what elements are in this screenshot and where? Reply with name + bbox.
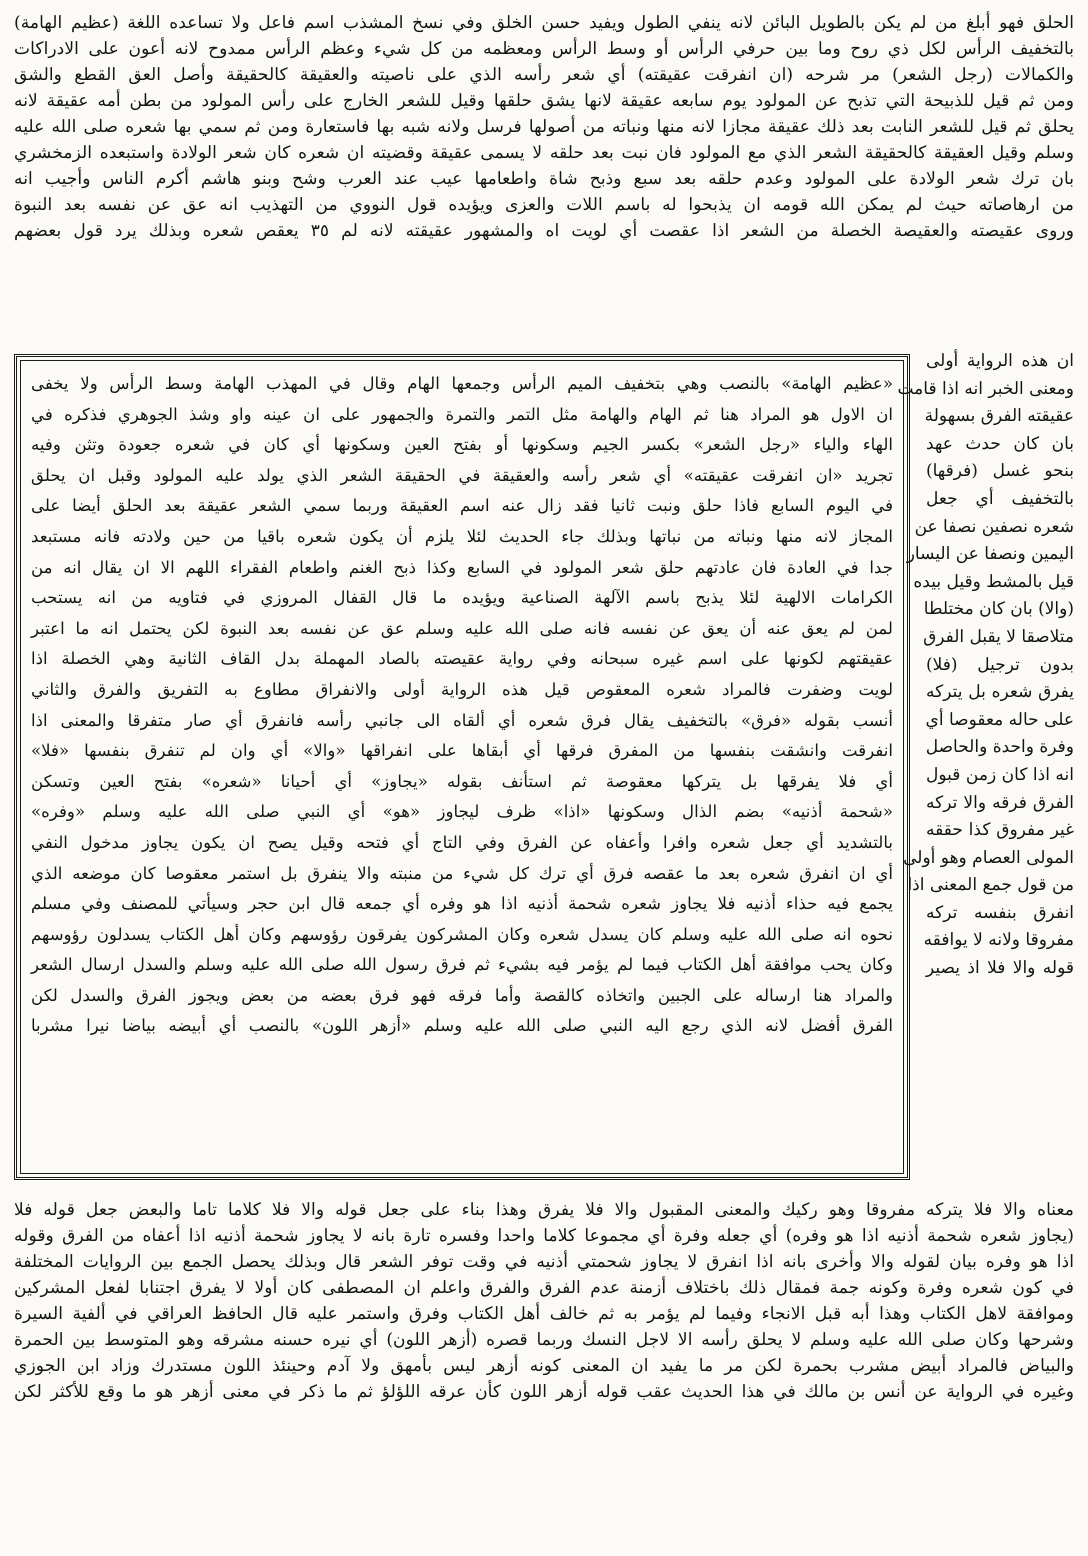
- text-line: الحلق فهو أبلغ من لم يكن بالطويل البائن لانه ينفي الطول ويفيد حسن الخلق وفي نسخ المشذب اسم فاعل ولا تساعده اللغة (عظيم الهامة): [14, 13, 1074, 33]
- framed-line: أي ان انفرق شعره بعد ما عقصه فرق أي ترك كل شيء من منبته والا ينفرق بل استمر معقوصا كان موضعه الذي: [31, 863, 893, 883]
- text-line: (يجاوز شعره شحمة أذنيه اذا هو وفره) أي جعله وفرة أي مجموعا كلاما واحدا وفسره تارة بانه لا يجاوز شحمة أذنيه اذا أعفاه من الفرق وقوله: [14, 1226, 1074, 1246]
- framed-line: لويت وضفرت فالمراد شعره المعقوص قيل هذه الرواية أولى والانفراق مطاوع به التفريق والفرق والثاني: [31, 679, 893, 699]
- framed-line: المجاز لانه منها ونباته من نباتها وبذلك جاء الحديث لئلا يلزم أن يكون شعره باقيا من حين ولادته فانه مستبعد: [31, 526, 893, 546]
- margin-line: بنحو غسل (فرقها): [926, 461, 1074, 482]
- framed-line: في اليوم السابع فاذا حلق ونبت ثانيا فقد زال عنه اسم العقيقة وربما سمي الشعر عقيقة بعد الحلق أيضا على: [31, 496, 893, 516]
- margin-line: قوله والا فلا اذ يصير: [926, 958, 1074, 979]
- framed-line: يجمع فيه حذاء أذنيه فلا يجاوز شعره شحمة أذنيه اذا هو وفره أي جمعه قال ابن حجر وسيأتي للمصنف وفي مسلم: [31, 894, 893, 914]
- margin-line: وفرة واحدة والحاصل: [925, 737, 1074, 758]
- text-line: بالتخفيف الرأس لكل ذي روح وما بين حرفي الرأس أو وسط الرأس ومعظمه من كل شيء وعظم الرأس ممدوح لانه أعون على الادراكات: [14, 39, 1074, 59]
- margin-line: شعره نصفين نصفا عن: [914, 516, 1074, 537]
- margin-line: الفرق فرقه والا تركه: [926, 792, 1074, 813]
- framed-line: أي فلا يفرقها بل يتركها معقوصة ثم استأنف بقوله «يجاوز» أي أحيانا «شعره» بفتح العين وتسكن: [31, 771, 893, 791]
- framed-line: عقيقتهم لكونها على اسم غيره سبحانه وفي رواية عقيصته بالصاد المهملة بدل القاف الثانية وهي الخصلة اذا: [31, 649, 893, 669]
- margin-line: عقيقته الفرق بسهولة: [924, 406, 1074, 427]
- text-line: وسلم وقيل العقيقة كالحقيقة الشعر الذي مع المولود فان نبت بعد حلقه لا يسمى عقيقة وقضيته ان شعره كان شعر الولادة واستبعده الزمخشري: [14, 143, 1074, 163]
- margin-line: ان هذه الرواية أولى: [926, 351, 1074, 371]
- text-line: من ارهاصاته حيث لم يمكن الله قومه ان يذبحوا له باسم اللات والعزى ويؤيده قول النووي من التهذيب انه عق عن نفسه بعد النبوة: [14, 195, 1074, 215]
- framed-line: جدا في العادة فان عادتهم حلق شعر المولود في السابع وكذا ذبح الغنم واطعام الفقراء اللهم الا ان يقال انه من: [31, 557, 893, 577]
- framed-line: «عظيم الهامة» بالنصب وهي بتخفيف الميم الرأس وجمعها الهام وقال في المهذب الهامة وسط الرأس ولا يخفى: [31, 374, 893, 393]
- framed-line: الهاء والياء «رجل الشعر» بكسر الجيم وسكونها أو بفتح العين وسكونها أي كان في شعره جعودة وتثن وفيه: [31, 435, 893, 455]
- margin-line: ومعنى الخبر انه اذا قامت: [897, 378, 1074, 399]
- framed-line: ان الاول هو المراد هنا ثم الهام والهامة مثل التمر والتمرة والجمهور على ان عينه واو وشذ الجوهري فذكره في: [31, 404, 893, 424]
- margin-line: المولى العصام وهو أولى: [903, 847, 1074, 868]
- text-line: ومن ثم قيل للذبيحة التي تذبح عن المولود يوم سابعه عقيقة لانها يشق حلقها وقيل للشعر الخارج على رأس المولود من بطن أمه عقيقة لانه: [14, 91, 1074, 111]
- text-line: والبياض فالمراد أبيض مشرب بحمرة لكن مر ما يفيد ان المعنى كونه أزهر ليس بأمهق ولا آدم وحينئذ اللون مستدرك وزاد ابن الجوزي: [14, 1356, 1074, 1376]
- margin-line: انفرق بنفسه تركه: [926, 902, 1074, 923]
- text-line: يحلق ثم قيل للشعر النابت بعد ذلك عقيقة مجازا لانه منها ونباته من أصولها فرسل ولانه شبه بها فاستعارة ومن ثم سمي بها شعره صلى الله عليه: [14, 117, 1074, 137]
- margin-line: قيل بالمشط وقيل بيده: [913, 571, 1074, 592]
- framed-line: وكان يحب موافقة أهل الكتاب فيما لم يؤمر فيه بشيء ثم فرق رسول الله صلى الله عليه وسلم والسدل ارسال الشعر: [31, 955, 893, 975]
- framed-line: بالتشديد أي جعل شعره وافرا وأعفاه عن الفرق وفي التاج أي فتحه وقيل يصح ان يكون يجاوز مدخول النفي: [31, 832, 893, 852]
- framed-line: لمن لم يعق عنه أن يعق عن نفسه فانه صلى الله عليه وسلم عق عن نفسه بعد النبوة لكن يحتمل انه ما اعتبر: [31, 618, 893, 638]
- margin-line: يفرق شعره بل يتركه: [926, 682, 1074, 703]
- margin-line: بالتخفيف أي جعل: [926, 488, 1074, 509]
- margin-line: بدون ترجيل (فلا): [926, 654, 1074, 675]
- text-line: في كون شعره وفرة وكونه جمة فمقال ذلك باختلاف أزمنة عدم الفرق والفرق واعلم ان المصطفى كان أولا لا يفرق اجتنابا لفعل المشركين: [14, 1278, 1074, 1298]
- text-line: وغيره في الرواية عن أنس بن مالك في هذا الحديث عقب قوله أزهر اللون كأن عرقه اللؤلؤ ثم ما ذكر في معنى أزهر هو ما وقع للأكثر لكن: [14, 1382, 1074, 1402]
- framed-line: الفرق أفضل لانه الذي رجع اليه النبي صلى الله عليه وسلم «أزهر اللون» بالنصب أي أبيضه بياضا نيرا مشربا: [31, 1016, 893, 1036]
- margin-line: بان كان حدث عهد: [926, 433, 1074, 454]
- framed-line: نحوه انه صلى الله عليه وسلم كان يسدل شعره وكان المشركون يفرقون رؤوسهم وكان أهل الكتاب يسدلون رؤوسهم: [31, 924, 893, 944]
- middle-section: [14, 348, 1074, 1188]
- framed-line: أنسب بقوله «فرق» بالتخفيف يقال فرق شعره أي ألقاه الى جانبي رأسه فانفرق أي صار متفرقا والمعنى اذا: [31, 710, 893, 730]
- framed-line: والمراد هنا ارساله على الجبين واتخاذه كالقصة وأما فرقه فهو فرق بعضه من بعض ويجوز الفرق والسدل لكن: [31, 985, 893, 1005]
- text-line-with-page-number: وروى عقيصته والعقيصة الخصلة من الشعر اذا عقصت أي لويت اه والمشهور عقيقته لانه لم ٣٥ يعقص شعره وبذلك يرد قول بعضهم: [14, 221, 1074, 241]
- margin-line: متلاصقا لا يقبل الفرق: [923, 626, 1074, 647]
- framed-line: الكرامات الالهية لئلا يذبح باسم الآلهة الصناعية ويؤيده ما قال القفال المروزي في فتاويه من انه يستحب: [31, 588, 893, 608]
- margin-line: مفروقا ولانه لا يوافقه: [923, 930, 1074, 951]
- framed-line: تجريد «ان انفرقت عقيقته» أي شعر رأسه والعقيقة في الحقيقة الشعر الذي يولد عليه المولود وقبل ان يحلق: [31, 465, 893, 485]
- text-line: وشرحها وكان صلى الله عليه وسلم لا يحلق رأسه الا لاجل النسك وربما قصره (أزهر اللون) أي نيره حسنه مشرقه وهو المتوسط بين الحمرة: [14, 1330, 1074, 1350]
- margin-line: اليمين ونصفا عن اليسار: [906, 544, 1074, 565]
- framed-line: انفرقت وانشقت بنفسها من المفرق فرقها أي أبقاها على انفراقها «والا» أي وان لم تنفرق بنفسها «فلا»: [31, 741, 893, 761]
- margin-commentary-column: [897, 348, 1074, 983]
- margin-line: انه اذا كان زمن قبول: [926, 764, 1074, 785]
- text-line: معناه والا فلا يتركه مفروقا وهو ركيك والمعنى المقبول والا فلا يفرق وهذا بناء على جعل قوله والا فلا كلاما تاما والبعض جعل قوله فلا: [14, 1200, 1074, 1220]
- bottom-commentary-block: [14, 1197, 1074, 1405]
- text-line: بان ترك شعر الولادة على المولود وعدم حلقه بعد سبع وذبح شاة واطعامها عيب عند العرب وشح وبنو هاشم أكرم الناس وأجيب انه: [14, 169, 1074, 189]
- margin-line: غير مفروق كذا حققه: [926, 820, 1074, 841]
- margin-line: من قول جمع المعنى اذا: [907, 875, 1074, 896]
- text-line: والكمالات (رجل الشعر) مر شرحه (ان انفرقت عقيقته) أي شعر رأسه الذي على ناصيته والعقيقة كالحقيقة وأصل العق القطع والشق: [14, 65, 1074, 85]
- top-commentary-block: [14, 10, 1074, 244]
- text-line: وموافقة لاهل الكتاب وهذا أبه قبل الانجاء وفيما لم يؤمر به ثم خالف أهل الكتاب وفرق واستمر عليه قال الحافظ العراقي في ألفية السيرة: [14, 1304, 1074, 1324]
- framed-commentary-box: [14, 354, 910, 1180]
- framed-line: «شحمة أذنيه» بضم الذال وسكونها «اذا» ظرف ليجاوز «هو» أي النبي صلى الله عليه وسلم «وفره»: [31, 802, 893, 822]
- margin-line: (والا) بان كان مختلطا: [923, 599, 1074, 620]
- text-line: اذا هو وفره بيان لقوله والا وأخرى بانه اذا انفرق لا يجاوز شحمتي أذنيه في وقت توفر الشعر قال وبذلك يحصل الجمع بين الروايات المختلفة: [14, 1252, 1074, 1272]
- margin-line: على حاله معقوصا أي: [925, 709, 1074, 730]
